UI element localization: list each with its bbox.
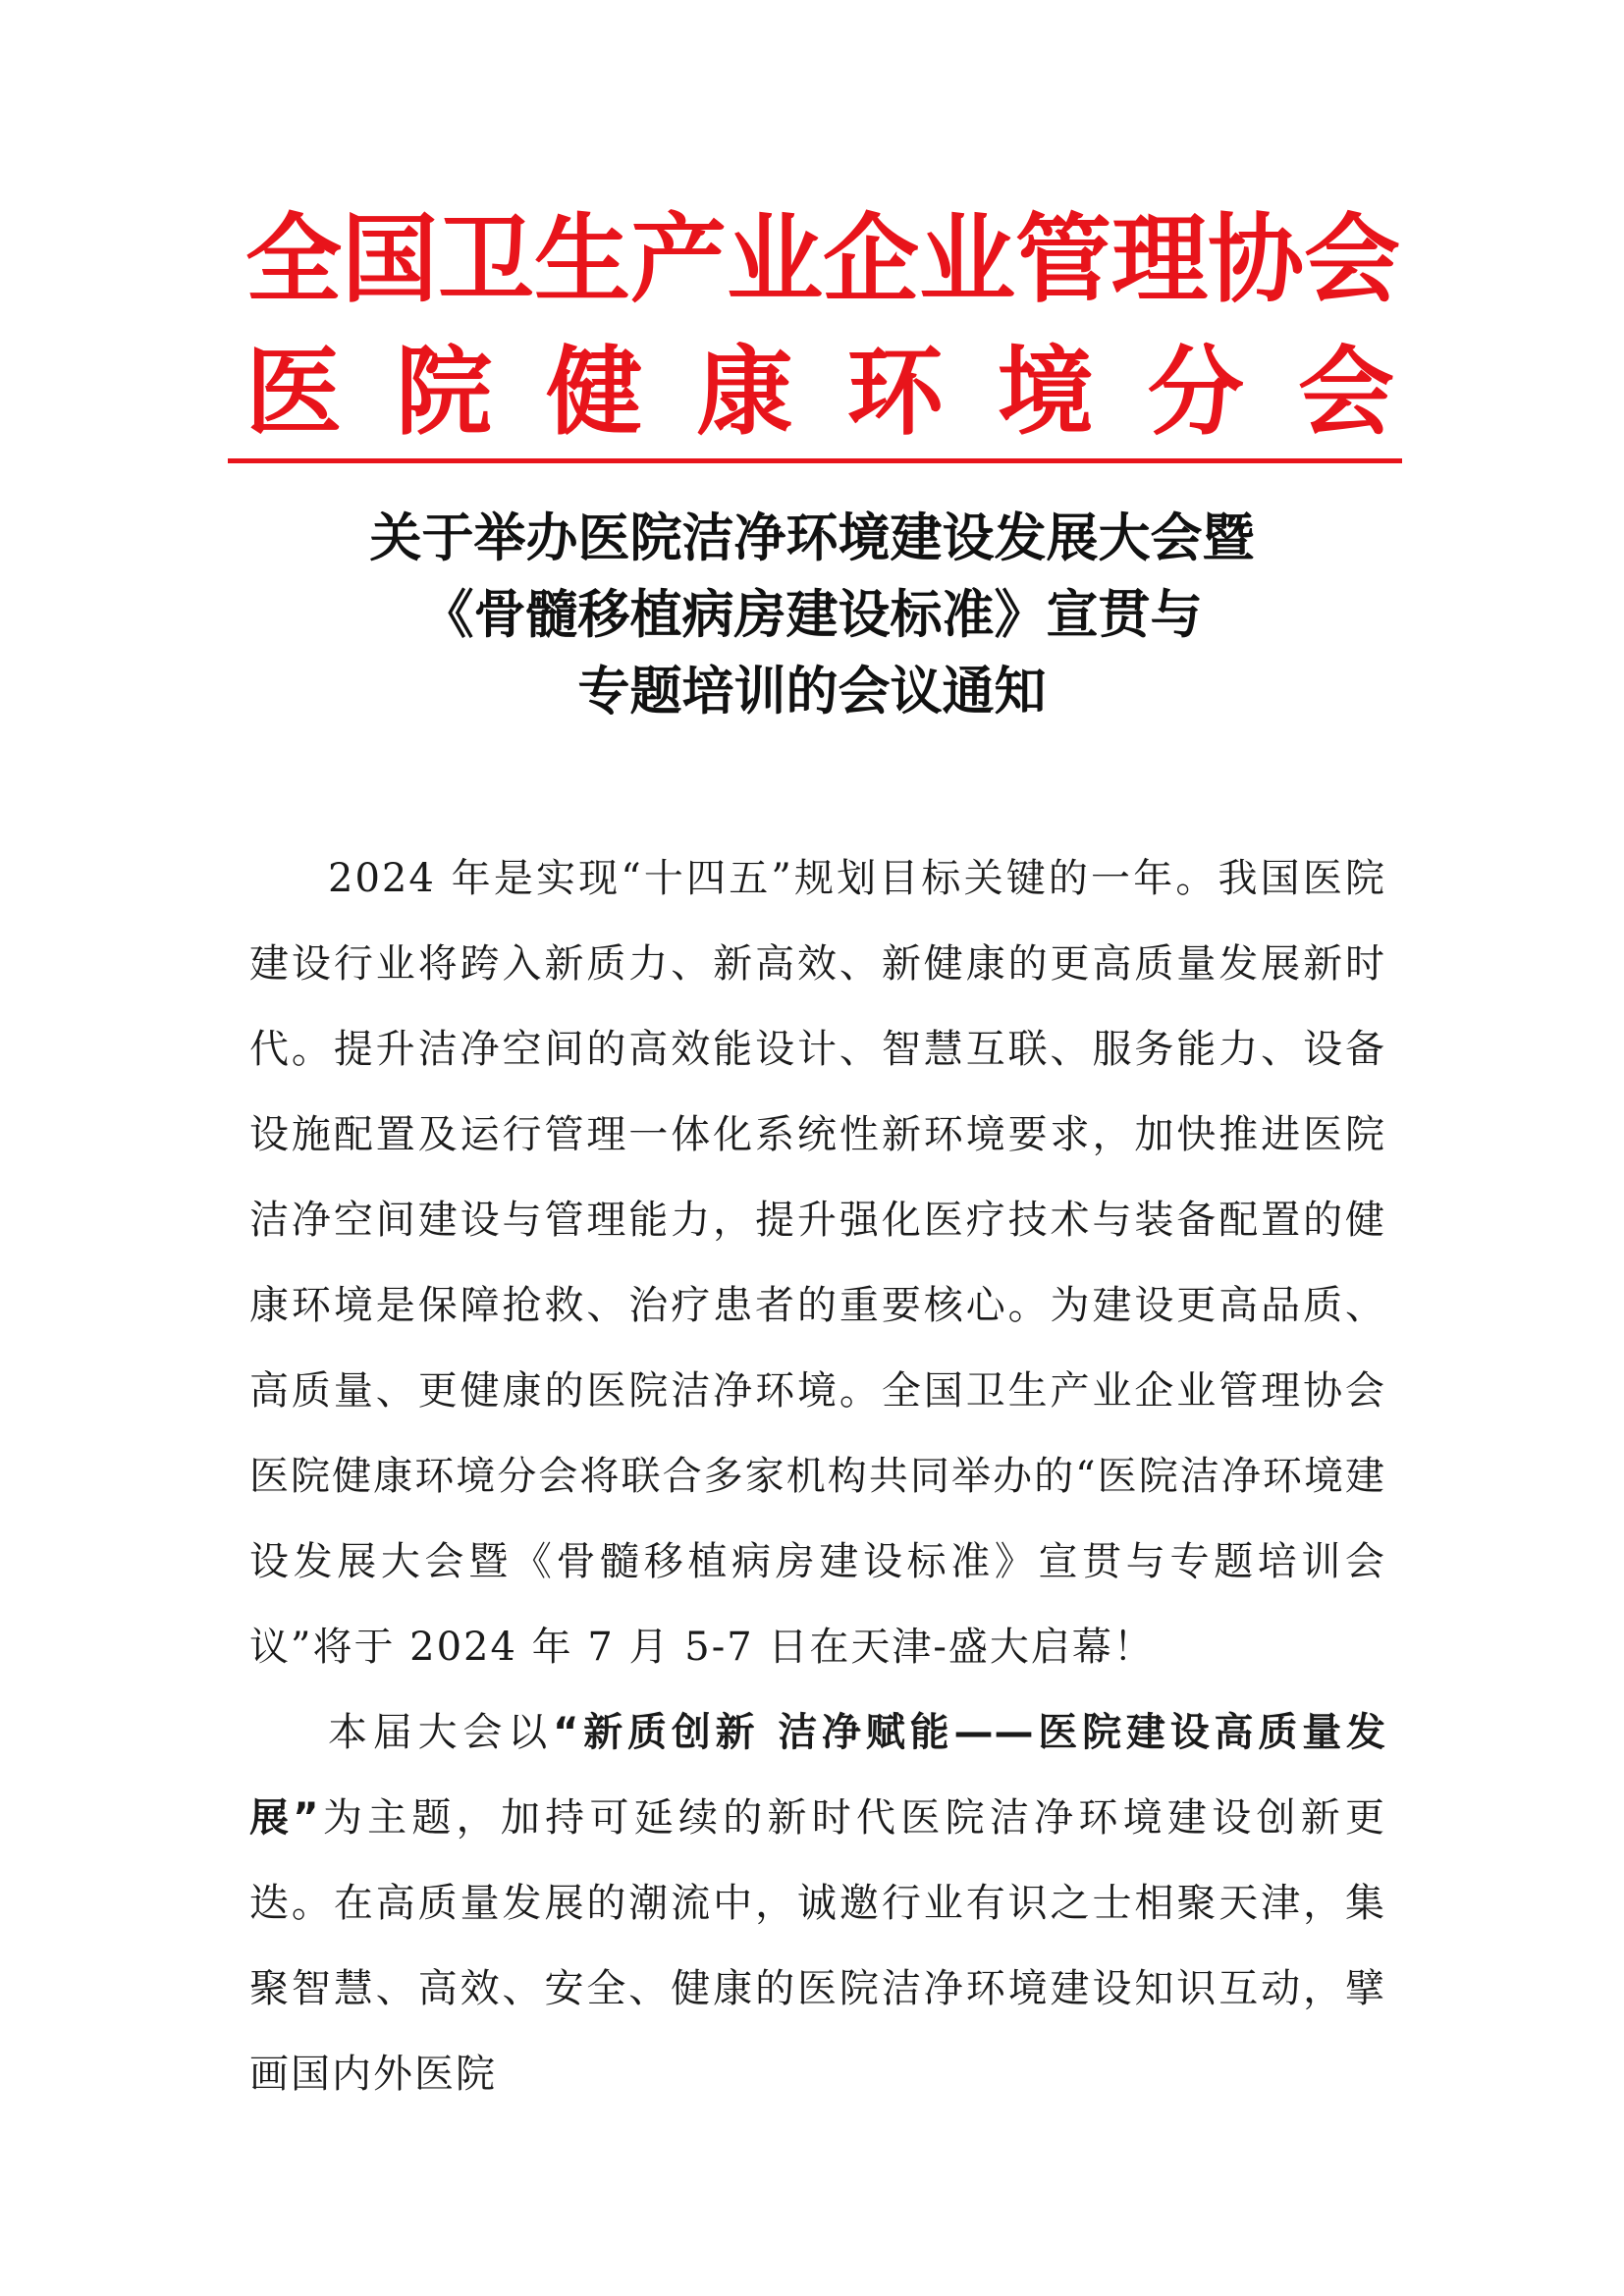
- notice-title: [196, 501, 1428, 730]
- notice-title-line2: 《骨髓移植病房建设标准》宣贯与: [421, 585, 1203, 645]
- organization-name-line2: 医 院 健 康 环 境 分 会: [245, 336, 1394, 449]
- body-paragraph-2: [249, 1690, 1386, 2117]
- paragraph2-rest: 为主题，加持可延续的新时代医院洁净环境建设创新更迭。在高质量发展的潮流中，诚邀行业有识之士相聚天津，集聚智慧、高效、安全、健康的医院洁净环境建设知识互动，擘画国内外医院: [249, 1795, 1386, 2097]
- notice-title-line3: 专题培训的会议通知: [577, 662, 1047, 721]
- notice-title-line1: 关于举办医院洁净环境建设发展大会暨: [369, 508, 1255, 568]
- body-paragraph-1: 2024 年是实现“十四五”规划目标关键的一年。我国医院建设行业将跨入新质力、新高效、新健康的更高质量发展新时代。提升洁净空间的高效能设计、智慧互联、服务能力、设备设施配置及运行管理一体化系统性新环境要求，加快推进医院洁净空间建设与管理能力，提升强化医疗技术与装备配置的健康环境是保障抢救、治疗患者的重要核心。为建设更高品质、高质量、更健康的医院洁净环境。全国卫生产业企业管理协会医院健康环境分会将联合多家机构共同举办的“医院洁净环境建设发展大会暨《骨髓移植病房建设标准》宣贯与专题培训会议”将于 2024 年 7 月 5-7 日在天津-盛大启幕！: [249, 856, 1386, 1670]
- organization-name-line1: 全国卫生产业企业管理协会: [245, 203, 1401, 316]
- notice-body: [249, 836, 1386, 2117]
- conference-theme: “新质创新 洁净赋能——医院建设高质量发展”: [249, 1710, 1387, 1841]
- red-divider-line: [228, 458, 1402, 463]
- paragraph2-prefix: 本届大会以: [328, 1710, 554, 1755]
